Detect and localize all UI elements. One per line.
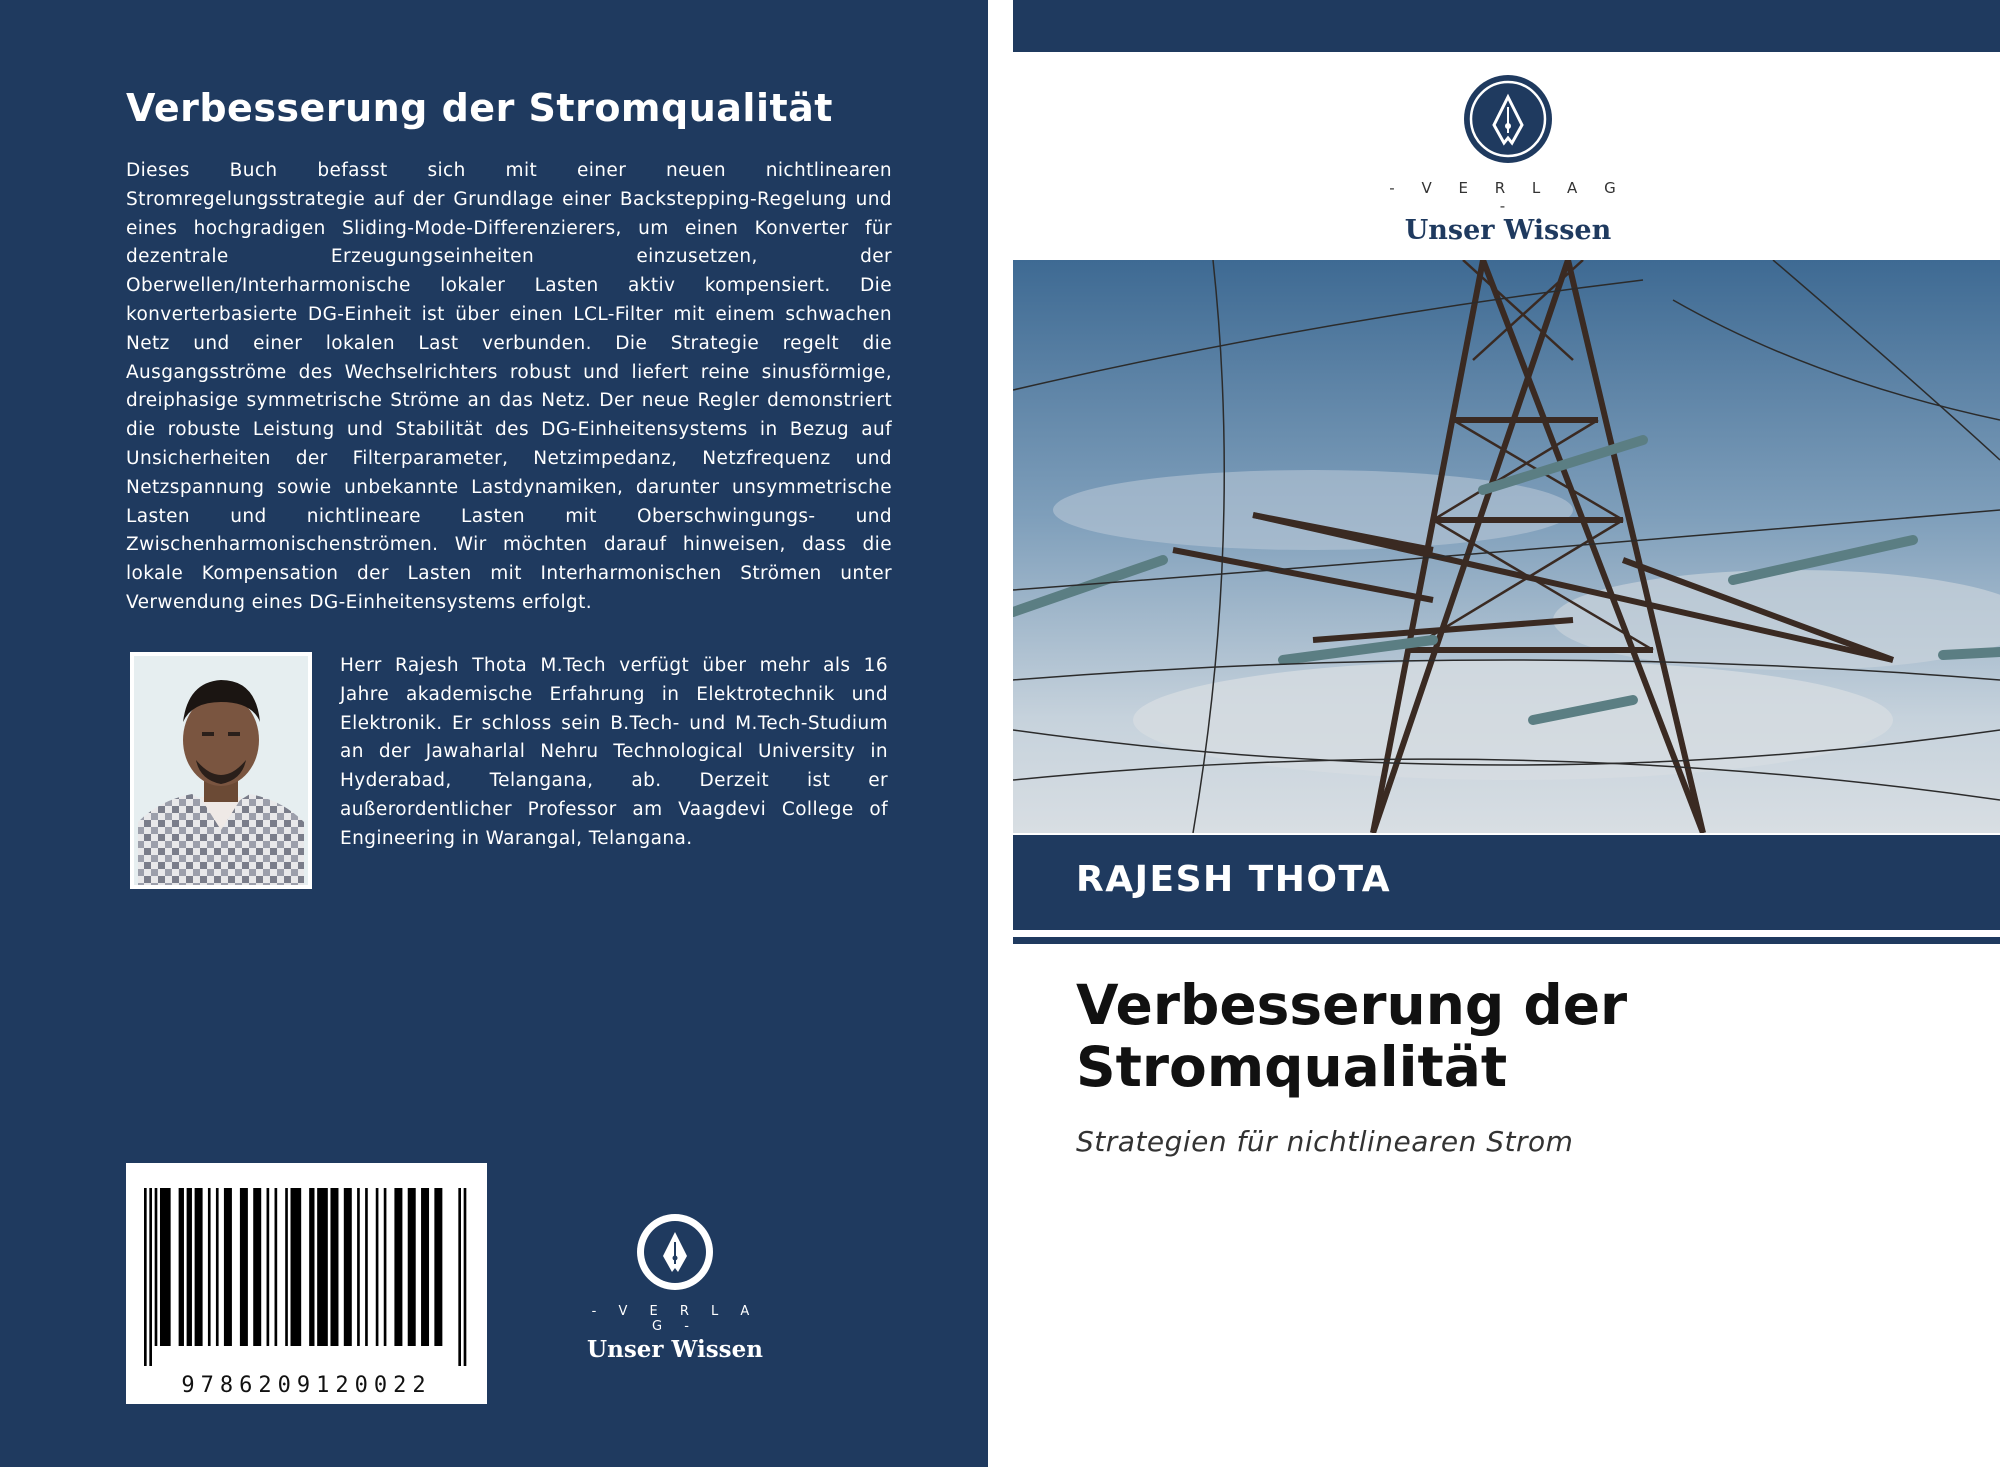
barcode-bar	[160, 1188, 171, 1346]
barcode-bar	[357, 1188, 360, 1346]
barcode-bar	[330, 1188, 338, 1346]
publisher-name: Unser Wissen	[1404, 215, 1612, 246]
book-subtitle: Strategien für nichtlinearen Strom	[1076, 1125, 1574, 1158]
barcode-bar	[216, 1188, 219, 1346]
barcode-bar	[365, 1188, 368, 1346]
barcode-bar	[187, 1188, 192, 1346]
barcode-bar	[253, 1188, 261, 1346]
book-title-line-2: Stromqualität	[1076, 1035, 1508, 1099]
isbn-digits: 9786209120022	[181, 1373, 432, 1398]
author-photo	[130, 652, 312, 889]
power-tower-photo	[1013, 260, 2000, 833]
spine-gap	[988, 0, 1013, 1467]
front-cover	[1013, 0, 2000, 1467]
author-bio: Herr Rajesh Thota M.Tech verfügt über mehr als 16 Jahre akademische Erfahrung in Elektrotechnik und Elektronik. Er schloss sein B.Tech- und M.Tech-Studium an der Jawaharlal Nehru Technological University in Hyderabad, Telangana, ab. Derzeit ist er außerordentlicher Professor am Vaagdevi College of Engineering in Warangal, Telangana.	[340, 655, 888, 849]
book-title-line-1: Verbesserung der	[1076, 973, 1628, 1037]
barcode-bar	[434, 1188, 442, 1346]
barcode-bar	[179, 1188, 184, 1346]
publisher-logo-front	[1383, 73, 1633, 246]
barcode-bar	[464, 1188, 467, 1366]
barcode-bar	[317, 1188, 328, 1346]
barcode-bar	[309, 1188, 314, 1346]
top-bar	[1013, 0, 2000, 52]
barcode-bar	[195, 1188, 203, 1346]
fountain-pen-nib-icon	[635, 1212, 715, 1292]
author-band	[1013, 835, 2000, 930]
barcode-bar	[267, 1188, 270, 1346]
publisher-logo-back	[580, 1212, 770, 1363]
barcode-bar	[208, 1188, 211, 1346]
publisher-verlag-label: - V E R L A G -	[591, 1304, 759, 1334]
barcode-bar	[291, 1188, 302, 1346]
barcode-bar	[376, 1188, 379, 1346]
barcode-bar	[408, 1188, 416, 1346]
back-cover	[0, 0, 988, 1467]
divider-rule	[1013, 937, 2000, 944]
barcode-bar	[275, 1188, 278, 1346]
barcode-bar	[458, 1188, 461, 1366]
barcode-bar	[149, 1188, 152, 1366]
barcode-bar	[224, 1188, 232, 1346]
fountain-pen-nib-icon	[1462, 73, 1554, 165]
barcode-bar	[240, 1188, 248, 1346]
barcode-bar	[144, 1188, 147, 1366]
barcode-bar	[344, 1188, 352, 1346]
barcode-bar	[155, 1188, 158, 1346]
author-name: RAJESH THOTA	[1076, 859, 1392, 900]
barcode-bar	[394, 1188, 402, 1346]
publisher-name: Unser Wissen	[587, 1336, 763, 1363]
barcode-bar	[421, 1188, 429, 1346]
book-description: Dieses Buch befasst sich mit einer neuen nichtlinearen Stromregelungsstrategie auf der Grundlage einer Backstepping-Regelung und eines hochgradigen Sliding-Mode-Differenzierers, um einen Konverter für dezentrale Erzeugungseinheiten einzusetzen, der Oberwellen/Interharmonische lokaler Lasten aktiv kompensiert. Die konverterbasierte DG-Einheit ist über einen LCL-Filter mit einem schwachen Netz und einer lokalen Last verbunden. Die Strategie regelt die Ausgangsströme des Wechselrichters robust und liefert reine sinusförmige, dreiphasige symmetrische Ströme an das Netz. Der neue Regler demonstriert die robuste Leistung und Stabilität des DG-Einheitensystems in Bezug auf Unsicherheiten der Filterparameter, Netzimpedanz, Netzfrequenz und Netzspannung sowie unbekannte Lastdynamiken, darunter unsymmetrische Lasten und nichtlineare Lasten mit Oberschwingungs- und Zwischenharmonischenströmen. Wir möchten darauf hinweisen, dass die lokale Kompensation der Lasten mit Interharmonischen Strömen unter Verwendung eines DG-Einheitensystems erfolgt.	[126, 160, 892, 613]
back-cover-title: Verbesserung der Stromqualität	[126, 86, 833, 130]
barcode-bar	[285, 1188, 288, 1346]
book-title	[1076, 974, 1956, 1098]
isbn-barcode	[126, 1163, 487, 1404]
publisher-verlag-label: - V E R L A G -	[1389, 179, 1627, 215]
barcode-bar	[384, 1188, 387, 1346]
